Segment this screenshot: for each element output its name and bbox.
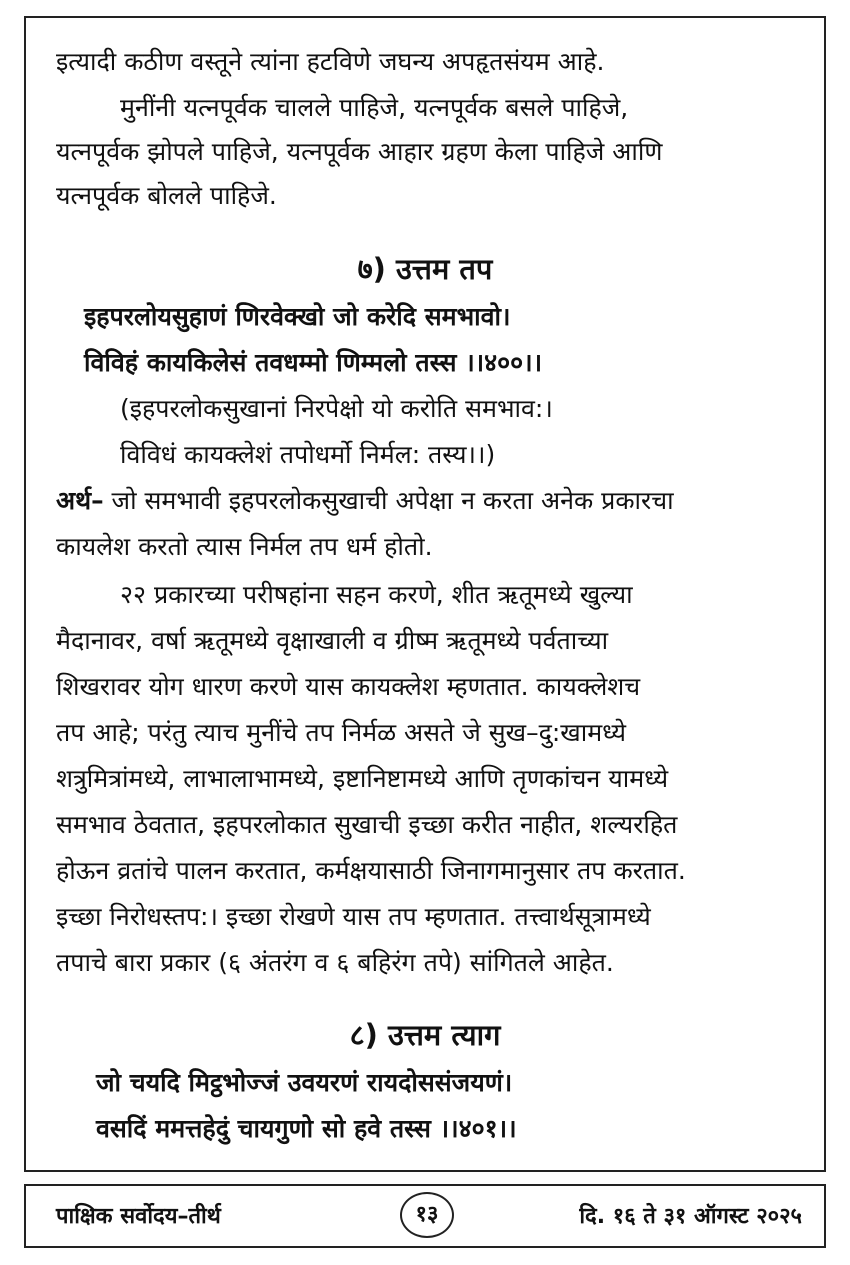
paragraph-line: मैदानावर, वर्षा ऋतूमध्ये वृक्षाखाली व ग्रीष्म ऋतूमध्ये पर्वताच्या bbox=[56, 626, 609, 655]
paragraph-line: २२ प्रकारच्या परीषहांना सहन करणे, शीत ऋतूमध्ये खुल्या bbox=[120, 580, 633, 609]
page-footer bbox=[24, 1184, 826, 1248]
sanskrit-line: (इहपरलोकसुखानां निरपेक्षो यो करोति समभाव:। bbox=[120, 394, 553, 423]
paragraph-line: शिखरावर योग धारण करणे यास कायक्लेश म्हणतात. कायक्लेशच bbox=[56, 672, 641, 701]
paragraph-line: होऊन व्रतांचे पालन करतात, कर्मक्षयासाठी जिनागमानुसार तप करतात. bbox=[56, 856, 686, 885]
issue-date: दि. १६ ते ३१ ऑगस्ट २०२५ bbox=[579, 1204, 802, 1229]
page-frame bbox=[24, 16, 826, 1172]
verse-line: इहपरलोयसुहाणं णिरवेक्खो जो करेदि समभावो। bbox=[84, 302, 511, 331]
paragraph-line: यत्नपूर्वक झोपले पाहिजे, यत्नपूर्वक आहार ग्रहण केला पाहिजे आणि bbox=[56, 137, 663, 166]
verse-line: विविहं कायकिलेसं तवधम्मो णिम्मलो तस्स ।।४००।। bbox=[84, 348, 543, 377]
sanskrit-line: विविधं कायक्लेशं तपोधर्मो निर्मल: तस्य।।) bbox=[120, 440, 496, 469]
meaning-line: कायलेश करतो त्यास निर्मल तप धर्म होतो. bbox=[56, 532, 433, 561]
meaning-text: जो समभावी इहपरलोकसुखाची अपेक्षा न करता अनेक प्रकारचा bbox=[103, 486, 674, 515]
meaning-label: अर्थ– bbox=[56, 486, 104, 515]
paragraph-line: इच्छा निरोधस्तप:। इच्छा रोखणे यास तप म्हणतात. तत्त्वार्थसूत्रामध्ये bbox=[56, 902, 651, 931]
page-number: १३ bbox=[400, 1192, 454, 1238]
verse-line: जो चयदि मिट्ठभोज्जं उवयरणं रायदोससंजयणं। bbox=[96, 1068, 513, 1097]
paragraph-line: समभाव ठेवतात, इहपरलोकात सुखाची इच्छा करीत नाहीत, शल्यरहित bbox=[56, 810, 678, 839]
verse-line: वसदिं ममत्तहेदुं चायगुणो सो हवे तस्स ।।४०१।। bbox=[96, 1114, 517, 1143]
section-heading-7: ७) उत्तम तप bbox=[357, 252, 493, 286]
section-heading-8: ८) उत्तम त्याग bbox=[349, 1018, 501, 1052]
paragraph-line: शत्रुमित्रांमध्ये, लाभालाभामध्ये, इष्टानिष्टामध्ये आणि तृणकांचन यामध्ये bbox=[56, 764, 669, 793]
meaning-line bbox=[56, 484, 674, 518]
paragraph-line: तप आहे; परंतु त्याच मुनींचे तप निर्मळ असते जे सुख–दु:खामध्ये bbox=[56, 718, 627, 747]
paragraph-line: यत्नपूर्वक बोलले पाहिजे. bbox=[56, 181, 277, 210]
paragraph-line: मुनींनी यत्नपूर्वक चालले पाहिजे, यत्नपूर्वक बसले पाहिजे, bbox=[120, 93, 629, 122]
paragraph-line: तपाचे बारा प्रकार (६ अंतरंग व ६ बहिरंग तपे) सांगितले आहेत. bbox=[56, 948, 614, 977]
paragraph-line: इत्यादी कठीण वस्तूने त्यांना हटविणे जघन्य अपहृतसंयम आहे. bbox=[56, 47, 605, 76]
publication-name: पाक्षिक सर्वोदय–तीर्थ bbox=[56, 1204, 221, 1229]
